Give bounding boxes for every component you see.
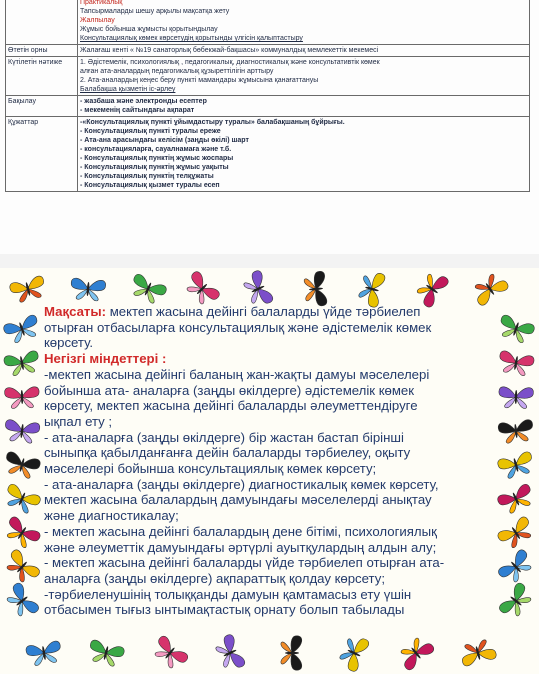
- task-line: -мектеп жасына дейінгі баланың жан-жақты дамуы мәселелері: [44, 366, 430, 382]
- stage-practical: Практикалық: [80, 0, 123, 6]
- control-line: - мекеменің сайтындағы ақпарат: [80, 107, 195, 114]
- poster-text: [44, 304, 494, 618]
- task-line: -тәрбиеленушінің толыққанды дамуын қамтамасыз ету үшін: [44, 586, 412, 602]
- task-line: аналарға (заңды өкілдерге) ақпараттық қолдау көрсету;: [44, 570, 385, 586]
- butterfly-icon: [0, 479, 46, 519]
- expected-line: Балабақша қызметін іс-әрлеу: [80, 86, 176, 93]
- butterfly-icon: [67, 274, 109, 303]
- task-line: бойынша ата- аналарға (заңды өкілдерге) әдістемелік көмек: [44, 382, 415, 398]
- butterfly-icon: [5, 271, 50, 306]
- task-line: мектеп жасына балалардың дамуындағы мәселелерді анықтау: [44, 492, 432, 508]
- butterfly-icon: [0, 511, 46, 555]
- expected-line: 2. Ата-аналардың кеңес беру пункті мамандары жұмысына қанағаттануы: [80, 77, 319, 84]
- task-line: - ата-аналарға (заңды өкілдерге) диагностикалық көмек көрсету,: [44, 476, 439, 492]
- butterfly-icon: [83, 635, 128, 670]
- butterfly-icon: [493, 310, 539, 348]
- task-line: ықпал ету ;: [44, 413, 113, 429]
- table-row: [6, 96, 530, 117]
- butterfly-icon: [392, 630, 439, 674]
- task-line: отбасымен тығыз ынтымақтастық орнату болып табылады: [44, 602, 405, 618]
- section-gap: [0, 254, 539, 268]
- stage-summary: Жалпылау: [80, 17, 115, 24]
- row-label-documents: Құжаттар: [6, 117, 78, 192]
- stage-summary-desc: Жұмыс бойынша жұмысты қорытындылау: [80, 26, 218, 33]
- butterfly-icon: [0, 310, 45, 348]
- document-line: - Консультациялық пунктің жұмыс уақыты: [80, 164, 229, 171]
- butterfly-icon: [455, 635, 500, 670]
- document-line: - Консультациялық пункті туралы ереже: [80, 128, 221, 135]
- butterfly-icon: [496, 383, 537, 410]
- stage-practical-desc: Тапсырмаларды шешу арқылы мақсатқа жету: [80, 8, 230, 15]
- goal-line: отырған отбасыларға консультациялық және әдістемелік көмек: [44, 319, 432, 335]
- control-line: - жазбаша және электронды есептер: [80, 98, 207, 105]
- table-row: [6, 0, 530, 45]
- butterfly-icon: [493, 577, 538, 625]
- butterfly-icon: [210, 629, 250, 674]
- butterfly-icon: [146, 630, 193, 674]
- expected-line: 1. Әдістемелік, психологиялық , педагогикалық, диагностикалық және консультативтік көмек: [80, 59, 380, 66]
- goal-label: Мақсаты:: [44, 304, 107, 319]
- task-line: - мектеп жасына дейінгі балалардың дене бітімі, психологиялық: [44, 523, 437, 539]
- document-line: - Консультациялық қызмет туралы есеп: [80, 182, 220, 189]
- butterfly-icon: [334, 629, 374, 674]
- goals-poster: [0, 268, 539, 674]
- task-line: - ата-аналарға (заңды өкілдерге) бір жастан бастап бірінші: [44, 429, 404, 445]
- table-row: [6, 45, 530, 57]
- butterfly-icon: [493, 447, 539, 483]
- butterfly-icon: [1, 416, 44, 447]
- row-label-expected-result: Күтілетін нәтиже: [6, 57, 78, 96]
- document-line: -«Консультациялық пункті ұйымдастыру туралы» балабақшаның бұйрығы.: [80, 119, 345, 126]
- butterfly-icon: [495, 416, 538, 447]
- document-line: - Консультациялық пунктің телқұжаты: [80, 173, 214, 180]
- butterfly-icon: [279, 633, 305, 673]
- butterfly-icon: [0, 346, 44, 379]
- document-table-section: [0, 0, 539, 254]
- goal-text: мектеп жасына дейінгі балаларды үйде тәрбиелеп: [106, 304, 421, 319]
- goal-line: көрсету.: [44, 335, 94, 351]
- table-row: [6, 57, 530, 96]
- task-line: - мектеп жасына дейінгі балаларды үйде тәрбиелеп отырған ата-: [44, 555, 445, 571]
- row-label-control: Бақылау: [6, 96, 78, 117]
- table-row: [6, 117, 530, 192]
- task-line: және диагностикалау;: [44, 508, 179, 524]
- expected-line: алған ата-аналардың педагогикалық құзыреттілігін арттыру: [80, 68, 274, 75]
- task-line: мәселелері бойынша консультациялық көмек көрсету;: [44, 461, 377, 477]
- task-line: және әлеуметтік дамуындағы әртүрлі ауытқулардың алдын алу;: [44, 539, 437, 555]
- butterfly-icon: [22, 637, 66, 670]
- row-label-venue: Өтетін орны: [6, 45, 78, 57]
- butterfly-icon: [0, 577, 45, 625]
- butterfly-icon: [0, 447, 45, 483]
- document-line: - консультацияларға, сауалнамаға және т.б.: [80, 146, 232, 153]
- butterfly-icon: [492, 479, 539, 519]
- document-line: - Ата-ана арасындағы келісім (заңды өкілі) шарт: [80, 137, 249, 144]
- plan-table: [5, 0, 530, 192]
- task-line: сыныпқа қабылданғанға дейін балаларды тәрбиелеу, оқыту: [44, 445, 411, 461]
- butterfly-icon: [2, 383, 43, 410]
- butterfly-icon: [494, 346, 538, 379]
- tasks-heading: Негізгі міндеттері :: [44, 351, 167, 367]
- stage-summary-desc-2: Консультациялық көмек көрсетудің қорытынды үлгісін қалыптастыру: [80, 35, 303, 42]
- task-line: көрсету, мектеп жасына дейінгі балаларды әлеуметтендіруге: [44, 398, 418, 414]
- document-line: - Консультациялық пунктің жұмыс жоспары: [80, 155, 234, 162]
- row-value-venue: Жалағаш кенті « №19 санаторлық бөбекжай-бақшасы» коммуналдық мемлекеттік мекемесі: [78, 45, 530, 57]
